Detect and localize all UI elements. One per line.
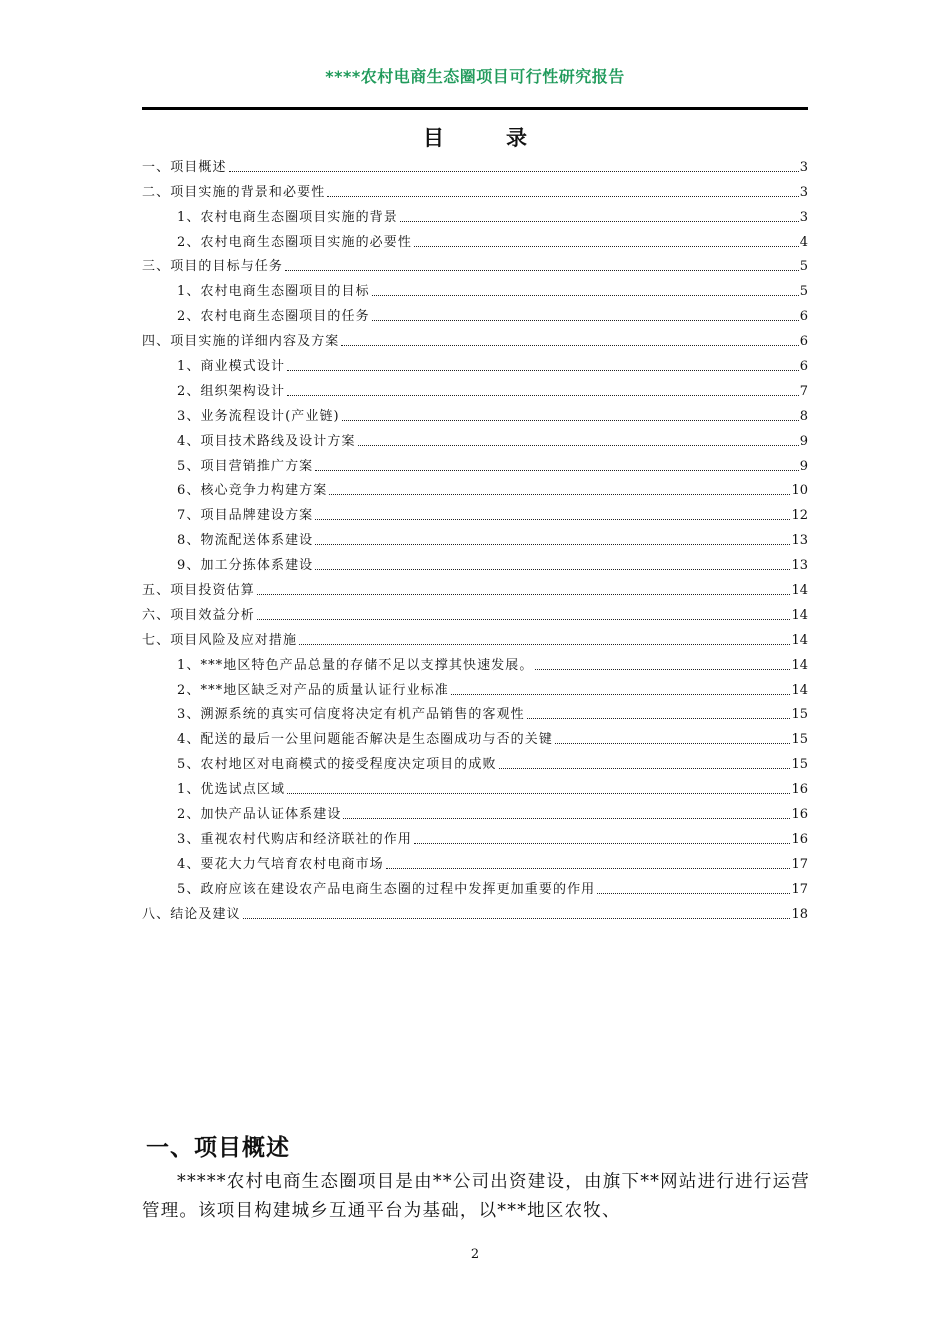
toc-entry-label: 七、项目风险及应对措施 — [142, 632, 298, 648]
toc-dot-leader — [285, 270, 799, 271]
toc-entry-label: 2、组织架构设计 — [177, 383, 286, 399]
toc-entry-page: 3 — [799, 184, 808, 200]
toc-entry-label: 2、加快产品认证体系建设 — [177, 807, 342, 823]
toc-entry[interactable] — [142, 325, 808, 350]
page-number: 2 — [470, 1247, 480, 1262]
toc-entry-page: 3 — [799, 159, 808, 175]
toc-dot-leader — [535, 669, 790, 670]
toc-dot-leader — [287, 395, 799, 396]
header-divider — [142, 107, 808, 110]
toc-entry-label: 2、农村电商生态圈项目的任务 — [177, 309, 370, 325]
toc-entry-page: 6 — [799, 309, 808, 325]
toc-entry[interactable] — [142, 450, 808, 475]
toc-entry-label: 4、要花大力气培育农村电商市场 — [177, 856, 384, 872]
toc-entry-label: 8、物流配送体系建设 — [177, 533, 314, 549]
toc-dot-leader — [329, 494, 790, 495]
toc-dot-leader — [315, 519, 790, 520]
toc-entry[interactable] — [142, 549, 808, 574]
toc-entry-label: 五、项目投资估算 — [142, 583, 255, 599]
toc-entry-page: 3 — [799, 209, 808, 225]
toc-entry-page: 10 — [791, 483, 808, 499]
toc-entry[interactable] — [142, 201, 808, 226]
toc-entry-label: 二、项目实施的背景和必要性 — [142, 184, 326, 200]
toc-entry-page: 14 — [791, 632, 808, 648]
toc-entry-page: 16 — [791, 782, 808, 798]
toc-entry-page: 4 — [799, 234, 808, 250]
toc-entry[interactable] — [142, 873, 808, 898]
toc-dot-leader — [358, 445, 799, 446]
toc-entry-label: 5、政府应该在建设农产品电商生态圈的过程中发挥更加重要的作用 — [177, 881, 596, 897]
toc-entry-label: 六、项目效益分析 — [142, 607, 255, 623]
toc-dot-leader — [327, 196, 798, 197]
toc-entry-page: 12 — [791, 508, 808, 524]
toc-entry-label: 3、业务流程设计(产业链) — [177, 408, 340, 424]
toc-dot-leader — [257, 594, 791, 595]
toc-dot-leader — [414, 246, 799, 247]
toc-entry[interactable] — [142, 226, 808, 251]
toc-entry[interactable] — [142, 151, 808, 176]
toc-entry-page: 14 — [791, 607, 808, 623]
toc-entry[interactable] — [142, 599, 808, 624]
toc-entry-label: 4、配送的最后一公里问题能否解决是生态圈成功与否的关键 — [177, 732, 553, 748]
toc-entry-page: 13 — [791, 558, 808, 574]
toc-dot-leader — [451, 694, 791, 695]
toc-entry-page: 9 — [799, 458, 808, 474]
toc-entry-label: 6、核心竞争力构建方案 — [177, 483, 328, 499]
toc-entry[interactable] — [142, 251, 808, 276]
toc-dot-leader — [299, 644, 790, 645]
toc-entry-page: 7 — [799, 383, 808, 399]
table-of-contents — [142, 151, 808, 923]
toc-entry-page: 6 — [799, 359, 808, 375]
toc-entry[interactable] — [142, 624, 808, 649]
toc-dot-leader — [372, 295, 799, 296]
toc-entry-label: 5、项目营销推广方案 — [177, 458, 314, 474]
toc-dot-leader — [315, 470, 798, 471]
toc-entry-page: 15 — [791, 707, 808, 723]
toc-dot-leader — [499, 768, 791, 769]
toc-entry-label: 一、项目概述 — [142, 159, 227, 175]
toc-entry-page: 8 — [799, 408, 808, 424]
toc-entry[interactable] — [142, 574, 808, 599]
document-header-title: ****农村电商生态圈项目可行性研究报告 — [325, 67, 625, 86]
toc-entry[interactable] — [142, 773, 808, 798]
toc-entry-page: 14 — [791, 682, 808, 698]
toc-entry[interactable] — [142, 350, 808, 375]
toc-entry[interactable] — [142, 275, 808, 300]
toc-entry[interactable] — [142, 674, 808, 699]
toc-entry-label: 四、项目实施的详细内容及方案 — [142, 334, 340, 350]
toc-entry-label: 5、农村地区对电商模式的接受程度决定项目的成败 — [177, 757, 497, 773]
toc-entry-label: 1、***地区特色产品总量的存储不足以支撑其快速发展。 — [177, 657, 534, 673]
toc-entry-label: 4、项目技术路线及设计方案 — [177, 433, 356, 449]
toc-entry-label: 1、优选试点区域 — [177, 782, 286, 798]
toc-entry[interactable] — [142, 699, 808, 724]
toc-heading-left: 目 — [423, 126, 444, 150]
toc-entry[interactable] — [142, 649, 808, 674]
toc-dot-leader — [243, 918, 791, 919]
toc-entry-label: 1、商业模式设计 — [177, 359, 286, 375]
toc-entry[interactable] — [142, 848, 808, 873]
toc-entry-label: 9、加工分拣体系建设 — [177, 558, 314, 574]
toc-dot-leader — [315, 569, 790, 570]
toc-entry[interactable] — [142, 475, 808, 500]
toc-entry-page: 16 — [791, 831, 808, 847]
toc-entry-page: 14 — [791, 657, 808, 673]
toc-entry-label: 1、农村电商生态圈项目的目标 — [177, 284, 370, 300]
toc-dot-leader — [315, 544, 790, 545]
toc-dot-leader — [386, 868, 791, 869]
toc-entry-page: 9 — [799, 433, 808, 449]
toc-entry-label: 八、结论及建议 — [142, 906, 241, 922]
toc-entry[interactable] — [142, 300, 808, 325]
section-title: 一、项目概述 — [146, 1135, 290, 1161]
toc-entry[interactable] — [142, 524, 808, 549]
toc-entry-label: 7、项目品牌建设方案 — [177, 508, 314, 524]
toc-entry-label: 三、项目的目标与任务 — [142, 259, 284, 275]
toc-dot-leader — [372, 320, 799, 321]
toc-dot-leader — [597, 893, 790, 894]
section-paragraph: *****农村电商生态圈项目是由**公司出资建设，由旗下**网站进行进行运营管理。该项目构建城乡互通平台为基础，以***地区农牧、 — [142, 1172, 810, 1221]
toc-dot-leader — [527, 718, 791, 719]
toc-entry[interactable] — [142, 798, 808, 823]
toc-entry-page: 5 — [799, 284, 808, 300]
toc-entry-page: 13 — [791, 533, 808, 549]
toc-heading — [0, 122, 950, 152]
toc-entry-page: 5 — [799, 259, 808, 275]
toc-entry-label: 2、***地区缺乏对产品的质量认证行业标准 — [177, 682, 449, 698]
toc-entry-page: 17 — [791, 881, 808, 897]
toc-dot-leader — [257, 619, 791, 620]
toc-entry-label: 3、溯源系统的真实可信度将决定有机产品销售的客观性 — [177, 707, 525, 723]
toc-entry-page: 6 — [799, 334, 808, 350]
toc-dot-leader — [342, 420, 799, 421]
toc-dot-leader — [343, 818, 790, 819]
toc-dot-leader — [341, 345, 798, 346]
toc-dot-leader — [287, 793, 790, 794]
toc-dot-leader — [414, 843, 790, 844]
toc-entry[interactable] — [142, 898, 808, 923]
toc-entry-label: 3、重视农村代购店和经济联社的作用 — [177, 831, 412, 847]
toc-entry[interactable] — [142, 176, 808, 201]
toc-dot-leader — [287, 370, 799, 371]
toc-heading-right: 录 — [506, 126, 527, 150]
toc-entry-label: 2、农村电商生态圈项目实施的必要性 — [177, 234, 412, 250]
toc-entry[interactable] — [142, 375, 808, 400]
toc-entry[interactable] — [142, 723, 808, 748]
toc-entry[interactable] — [142, 400, 808, 425]
toc-dot-leader — [555, 743, 790, 744]
toc-entry[interactable] — [142, 499, 808, 524]
toc-entry[interactable] — [142, 748, 808, 773]
toc-dot-leader — [400, 221, 799, 222]
toc-entry-label: 1、农村电商生态圈项目实施的背景 — [177, 209, 398, 225]
toc-entry-page: 14 — [791, 583, 808, 599]
toc-dot-leader — [229, 171, 799, 172]
toc-entry-page: 15 — [791, 732, 808, 748]
toc-entry[interactable] — [142, 823, 808, 848]
toc-entry-page: 16 — [791, 807, 808, 823]
toc-entry-page: 17 — [791, 856, 808, 872]
toc-entry[interactable] — [142, 425, 808, 450]
toc-entry-page: 18 — [791, 906, 808, 922]
toc-entry-page: 15 — [791, 757, 808, 773]
